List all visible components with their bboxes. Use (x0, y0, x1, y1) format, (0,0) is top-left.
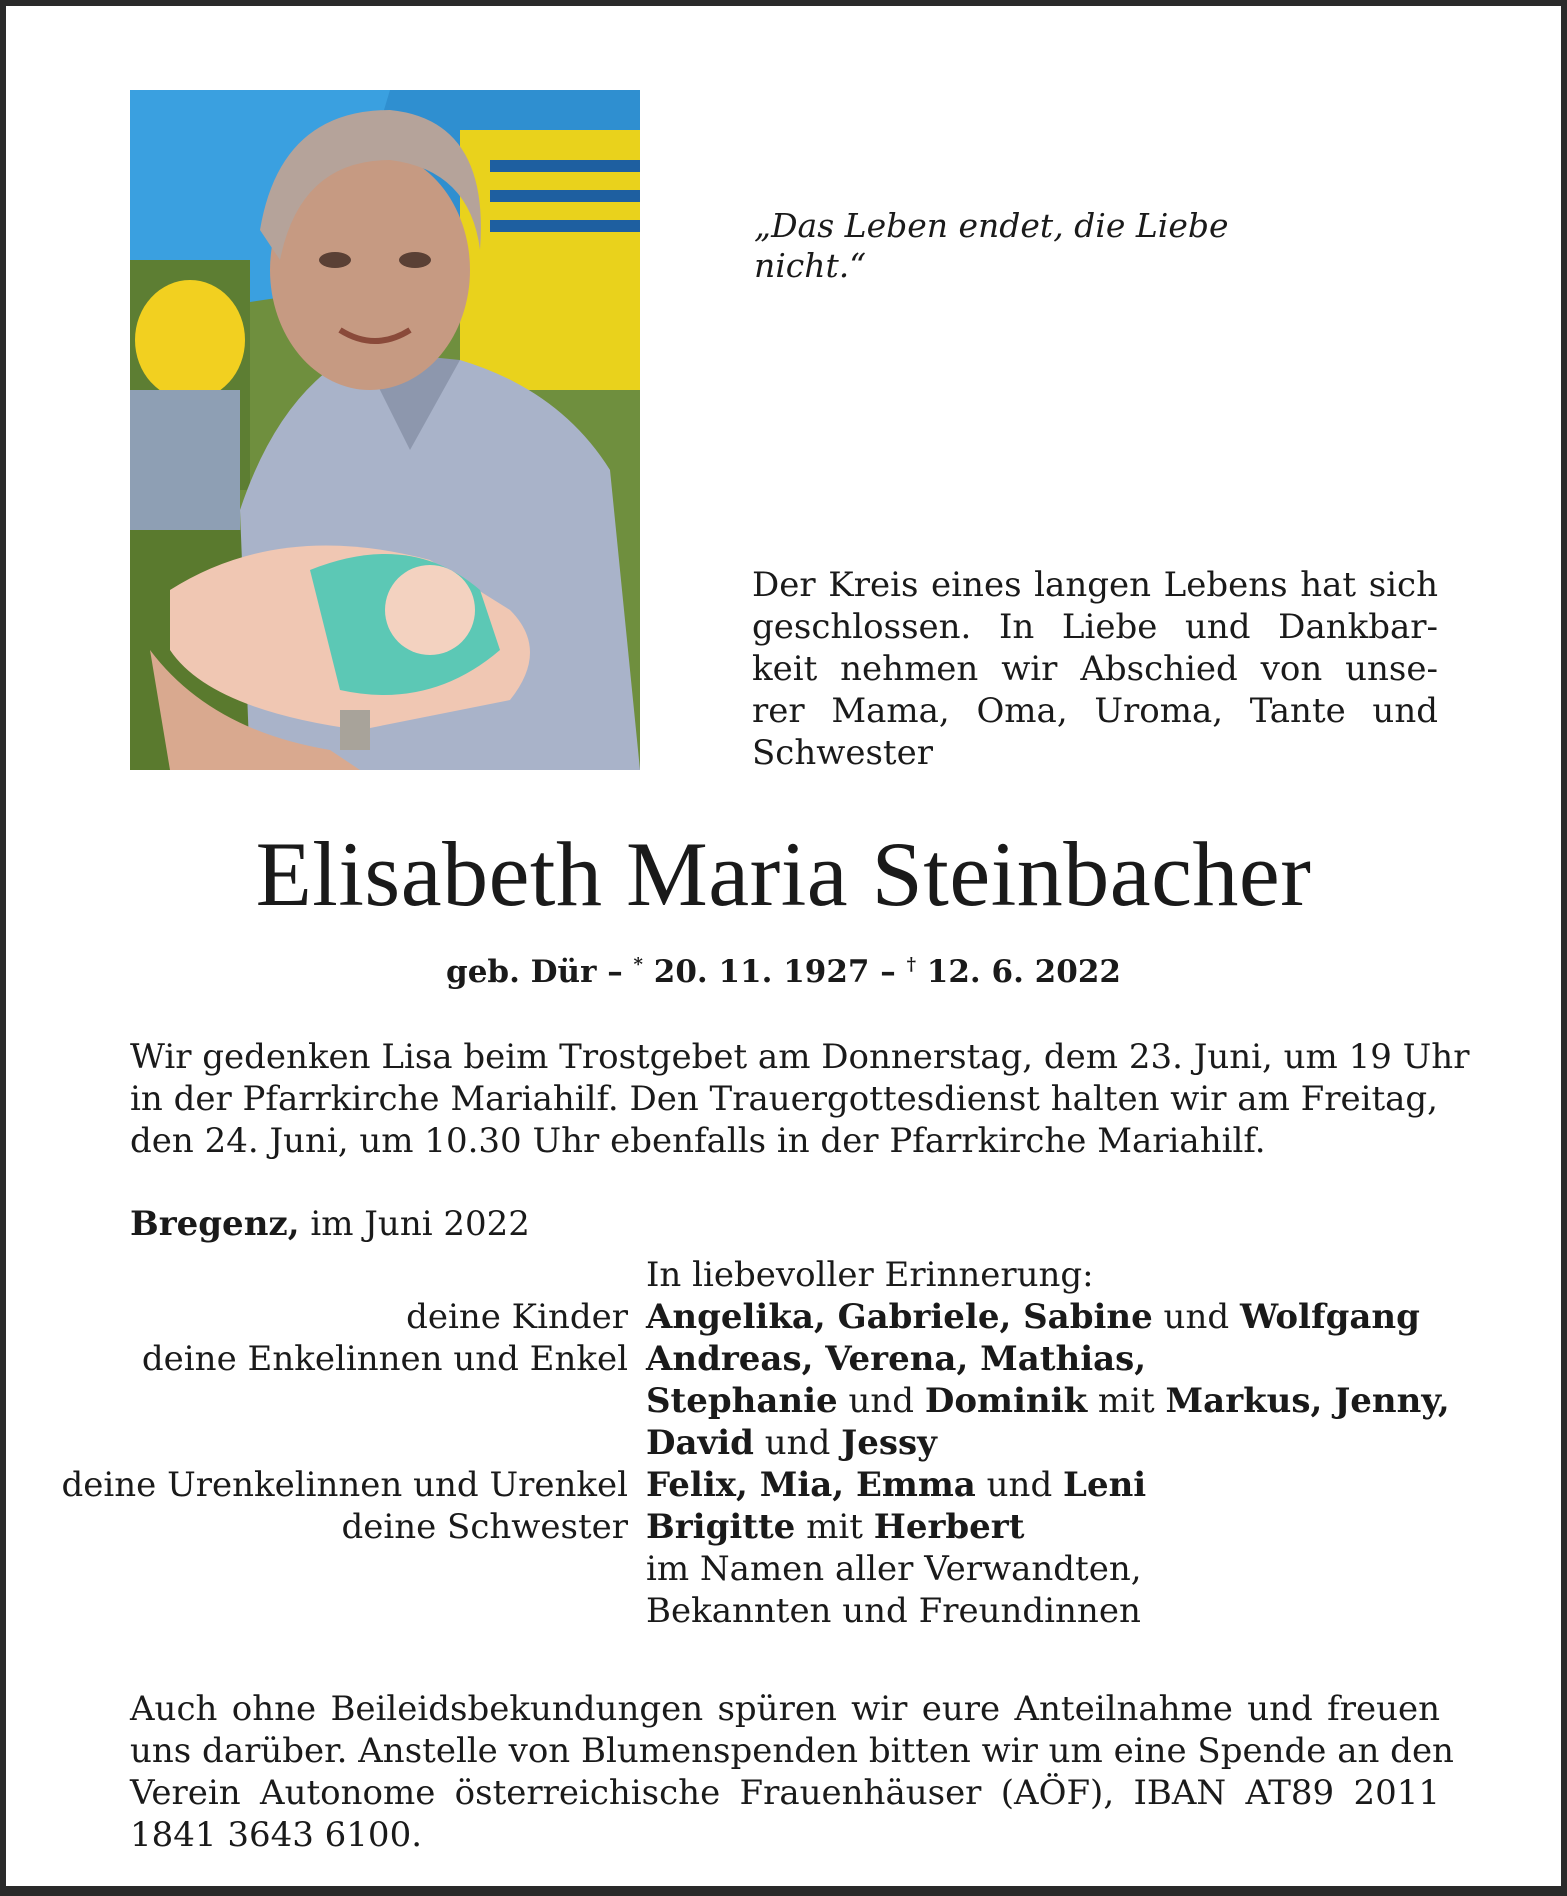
family-row (6, 1590, 1561, 1632)
birth-name: geb. Dür (446, 954, 597, 990)
family-names (646, 1506, 1561, 1548)
intro-line: keit nehmen wir Abschied von unse- (752, 649, 1438, 689)
connector-text: und (1152, 1297, 1240, 1337)
family-names (646, 1548, 1561, 1590)
announcement-line: den 24. Juni, um 10.30 Uhr ebenfalls in der Pfarrkirche Mariahilf. (130, 1121, 1266, 1161)
memory-heading: In liebevoller Erinnerung: (646, 1255, 1094, 1295)
quote-text: „Das Leben endet, die Liebe nicht.“ (754, 206, 1229, 285)
connector-text: Bekannten und Freundinnen (646, 1591, 1141, 1631)
family-member-name: Jessy (841, 1423, 937, 1463)
connector-text: mit (1087, 1381, 1166, 1421)
life-dates (6, 954, 1561, 990)
place-city: Bregenz, (130, 1204, 300, 1244)
family-row (6, 1338, 1561, 1380)
family-member-name: Andreas, Verena, Mathias, (646, 1339, 1147, 1379)
family-member-name: Brigitte (646, 1507, 796, 1547)
family-member-name: Herbert (873, 1507, 1025, 1547)
family-member-name: Markus, Jenny, (1165, 1381, 1450, 1421)
closing-paragraph (130, 1688, 1454, 1856)
family-relation: deine Urenkelinnen und Urenkel (61, 1465, 628, 1505)
family-relation: deine Kinder (406, 1297, 628, 1337)
deceased-name: Elisabeth Maria Steinbacher (255, 823, 1312, 925)
place-month: im Juni 2022 (310, 1204, 530, 1244)
dash-separator: – (880, 954, 896, 990)
family-row (6, 1548, 1561, 1590)
family-relation (6, 1548, 646, 1590)
portrait-photo (130, 90, 640, 770)
birth-date: 20. 11. 1927 (653, 954, 870, 990)
family-list (6, 1254, 1561, 1632)
family-row (6, 1422, 1561, 1464)
family-relation: deine Schwester (341, 1507, 628, 1547)
dash-separator: – (607, 954, 623, 990)
family-row (6, 1380, 1561, 1422)
family-row (6, 1296, 1561, 1338)
family-member-name: Wolfgang (1239, 1297, 1420, 1337)
family-relation: deine Enkelinnen und Enkel (141, 1339, 628, 1379)
family-relation (6, 1590, 646, 1632)
family-row (6, 1464, 1561, 1506)
birth-symbol: * (633, 954, 643, 975)
family-row (6, 1506, 1561, 1548)
connector-text: und (837, 1381, 925, 1421)
death-date: 12. 6. 2022 (926, 954, 1121, 990)
memory-heading-row (6, 1254, 1561, 1296)
place-date (130, 1204, 530, 1244)
death-symbol: † (906, 954, 916, 975)
family-relation (6, 1422, 646, 1464)
service-announcement (130, 1036, 1470, 1162)
intro-line: Schwester (752, 733, 933, 773)
connector-text: und (753, 1423, 842, 1463)
family-names (646, 1464, 1561, 1506)
family-member-name: Felix, Mia, Emma (646, 1465, 976, 1505)
intro-paragraph (752, 564, 1438, 774)
intro-line: Der Kreis eines langen Lebens hat sich (752, 565, 1438, 605)
connector-text: im Namen aller Verwandten, (646, 1549, 1142, 1589)
announcement-line: Wir gedenken Lisa beim Trostgebet am Donnerstag, dem 23. Juni, um 19 Uhr (130, 1037, 1470, 1077)
family-names (646, 1422, 1561, 1464)
family-relation (6, 1380, 646, 1422)
family-member-name: Angelika, Gabriele, Sabine (646, 1297, 1153, 1337)
closing-line: 1841 3643 6100. (130, 1815, 423, 1855)
portrait-image (130, 90, 640, 770)
family-names (646, 1338, 1561, 1380)
announcement-line: in der Pfarrkirche Mariahilf. Den Trauergottesdienst halten wir am Freitag, (130, 1079, 1438, 1119)
intro-line: rer Mama, Oma, Uroma, Tante und (752, 691, 1438, 731)
family-names (646, 1296, 1561, 1338)
family-member-name: Leni (1063, 1465, 1147, 1505)
family-member-name: Stephanie (646, 1381, 838, 1421)
family-names (646, 1590, 1561, 1632)
closing-line: Auch ohne Beileidsbekundungen spüren wir eure Anteilnahme und freuen (130, 1689, 1440, 1729)
connector-text: mit (795, 1507, 874, 1547)
closing-line: Verein Autonome österreichische Frauenhäuser (AÖF), IBAN AT89 2011 (130, 1773, 1440, 1813)
connector-text: und (975, 1465, 1064, 1505)
obituary-page (6, 6, 1561, 1886)
family-names (646, 1380, 1561, 1422)
family-member-name: David (646, 1423, 754, 1463)
family-member-name: Dominik (924, 1381, 1088, 1421)
intro-line: geschlossen. In Liebe und Dankbar- (752, 607, 1438, 647)
closing-line: uns darüber. Anstelle von Blumenspenden bitten wir um eine Spende an den (130, 1731, 1454, 1771)
